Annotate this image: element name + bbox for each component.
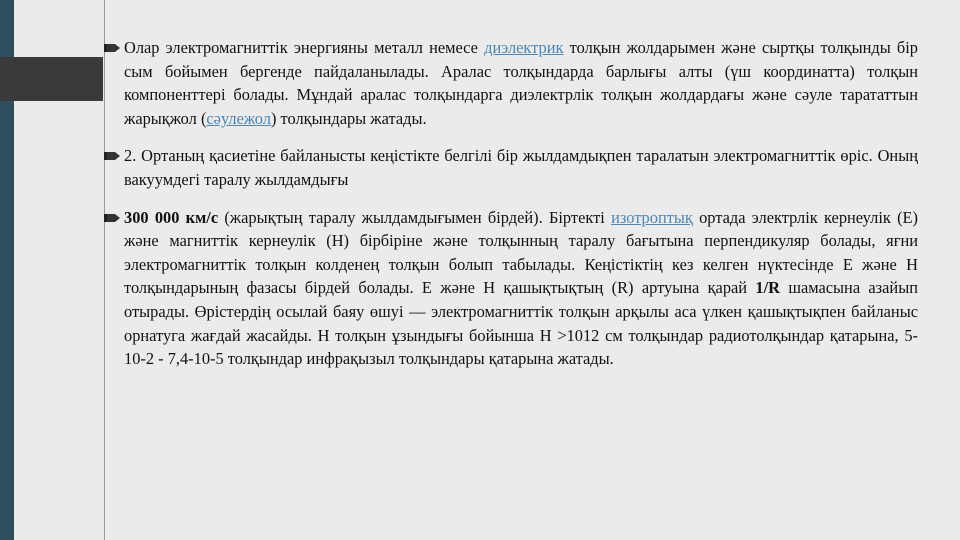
- bullet-paragraph-3: [103, 206, 918, 371]
- paragraph-text: ) толқындары жатады.: [270, 108, 427, 128]
- slide-content: [103, 36, 918, 385]
- paragraph-text: шамасына азайып отырады. Өрістердің осылай баяу өшуі — электромагниттік толқын арқылы аса үлкен қашықтықпен байланыс орнатуга жағдай жасайды. Н толқын ұзындығы бойынша Н >1012 см толқындар радиотолқындар қатарына, 5- 10-2 - 7,4-10-5 толқындар инфрақызыл толқындары қатарына жатады.: [124, 278, 918, 369]
- bullet-paragraph-1: [103, 36, 918, 130]
- isotropic-link[interactable]: изотроптық: [611, 207, 693, 227]
- paragraph-text: ортада электрлік кернеулік (Е) және магниттік кернеулік (Н) бірбіріне және толқынның таралу бағытына перпендикуляр болады, яғни электромагниттік толқын колденең толқын болып табылады. Кеңістіктің кез келген нүктесінде Е және Н толқындарының фазасы бірдей болады. Е және Н қашықтықтың (R) артуына қарай: [124, 207, 919, 298]
- pencil-icon: [103, 206, 121, 230]
- speed-value: 300 000 км/с: [124, 207, 219, 227]
- bullet-paragraph-2: [103, 144, 918, 191]
- pencil-icon: [103, 36, 121, 60]
- accent-block: [0, 57, 103, 101]
- pencil-icon: [103, 144, 121, 168]
- light-guide-link[interactable]: сәулежол: [206, 108, 271, 128]
- paragraph-text: толқын жолдарымен және сыртқы толқынды бір сым бойымен бергенде пайдаланылады. Аралас толқындарда барлығы алты (үш координатта) толқын компоненттері болады. Мұндай аралас толқындарга диэлектрлік толқын жолдардағы және сәуле тарататтын жарықжол (: [124, 38, 919, 128]
- paragraph-text: 2. Ортаның қасиетіне байланысты кеңістікте белгілі бір жылдамдықпен таралатын электромагниттік өріс. Оның вакуумдегі таралу жылдамдығы: [124, 146, 918, 189]
- paragraph-text: Олар электромагниттік энергияны металл немесе: [124, 38, 485, 57]
- dielectric-link[interactable]: диэлектрик: [484, 38, 564, 57]
- paragraph-text: (жарықтың таралу жылдамдығымен бірдей). Біртекті: [218, 207, 612, 227]
- inverse-r-formula: 1/R: [755, 278, 780, 298]
